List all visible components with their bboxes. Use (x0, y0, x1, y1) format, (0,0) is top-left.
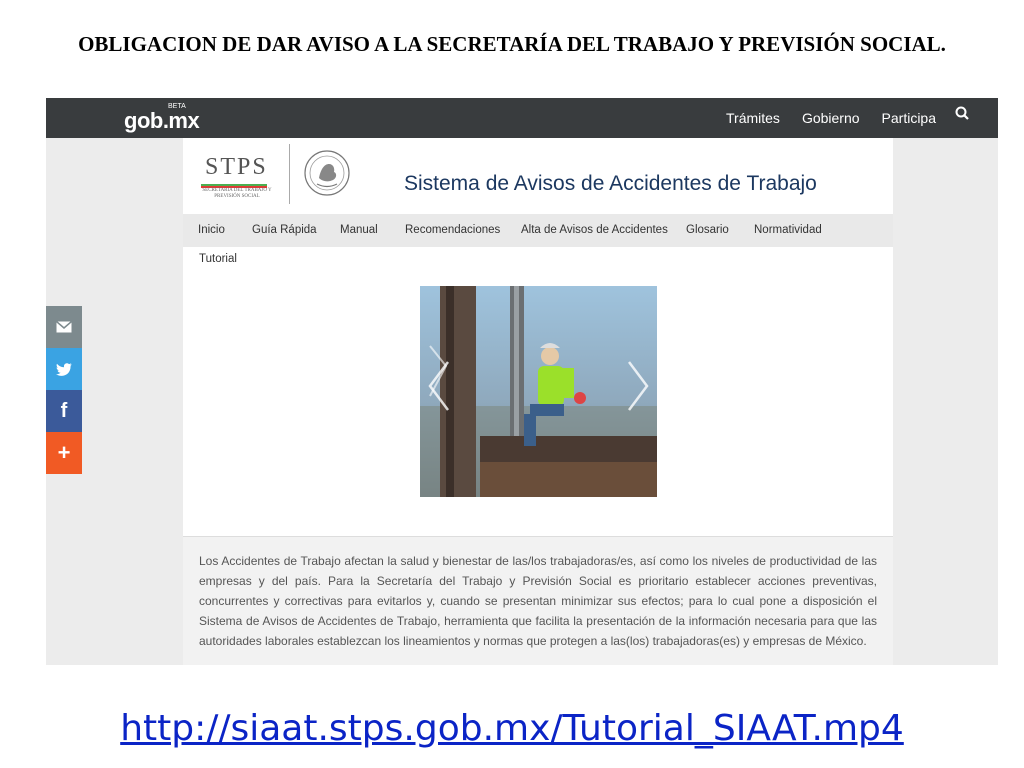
gobmx-logo[interactable] (124, 103, 200, 134)
logo-text: gob.mx (124, 108, 200, 133)
share-mail-button[interactable] (46, 306, 82, 348)
plus-icon: + (57, 440, 71, 465)
logo-divider (289, 144, 290, 204)
menu-item-inicio[interactable]: Inicio (198, 224, 225, 236)
national-seal-icon (301, 142, 353, 204)
main-menu (183, 214, 893, 247)
menu-item-tutorial[interactable]: Tutorial (199, 253, 237, 265)
search-icon[interactable] (954, 105, 972, 123)
tutorial-video-link[interactable]: http://siaat.stps.gob.mx/Tutorial_SIAAT.mp4 (120, 708, 904, 749)
carousel-image (420, 286, 657, 497)
menu-item-glosario[interactable]: Glosario (686, 224, 729, 236)
carousel-prev-button[interactable] (424, 356, 454, 416)
mail-icon (56, 321, 72, 333)
share-more-button[interactable] (46, 432, 82, 474)
top-nav-links (704, 98, 972, 138)
website-screenshot (46, 98, 998, 665)
share-facebook-button[interactable] (46, 390, 82, 432)
menu-item-recomendaciones[interactable]: Recomendaciones (405, 224, 501, 236)
nav-link-tramites[interactable]: Trámites (726, 110, 780, 126)
share-twitter-button[interactable] (46, 348, 82, 390)
chevron-right-icon (629, 362, 647, 410)
menu-item-alta-avisos[interactable]: Alta de Avisos de Accidentes (521, 224, 668, 236)
intro-panel (183, 536, 893, 665)
beta-badge: BETA (168, 103, 186, 110)
chevron-left-icon (430, 362, 448, 410)
menu-item-guia-rapida[interactable]: Guía Rápida (252, 224, 317, 236)
top-navbar (46, 98, 998, 138)
intro-text: Los Accidentes de Trabajo afectan la salud y bienestar de las/los trabajadoras/es, así como los niveles de productividad de las empresas y del país. Para la Secretaría del Trabajo y Previsión Social es prioritario establecer acciones preventivas, concurrentes y correctivas para evitarlos y, cuando se presentan minimizar sus efectos; para lo cual pone a disposición el Sistema de Avisos de Accidentes de Trabajo, herramienta que facilita la presentación de la información necesaria para que las autoridades laborales establezcan los lineamientos y normas que protegen a las(los) trabajadoras(es) y empresas de México. (199, 554, 877, 648)
slide-title: OBLIGACION DE DAR AVISO A LA SECRETARÍA DEL TRABAJO Y PREVISIÓN SOCIAL. (78, 32, 946, 56)
nav-link-participa[interactable]: Participa (881, 110, 936, 126)
nav-link-gobierno[interactable]: Gobierno (801, 110, 860, 126)
stps-logo[interactable] (185, 142, 281, 204)
facebook-icon: f (60, 399, 68, 422)
menu-item-manual[interactable]: Manual (340, 224, 378, 236)
construction-worker-photo (420, 286, 657, 497)
stps-logo-subtitle: SECRETARÍA DEL TRABAJO Y PREVISIÓN SOCIAL (202, 188, 272, 199)
menu-item-normatividad[interactable]: Normatividad (754, 224, 822, 236)
stps-logo-text: STPS (205, 154, 268, 180)
twitter-icon (55, 362, 73, 377)
page-content (183, 138, 893, 665)
carousel-next-button[interactable] (623, 356, 653, 416)
site-title: Sistema de Avisos de Accidentes de Trabajo (404, 172, 817, 195)
site-header (183, 138, 893, 214)
